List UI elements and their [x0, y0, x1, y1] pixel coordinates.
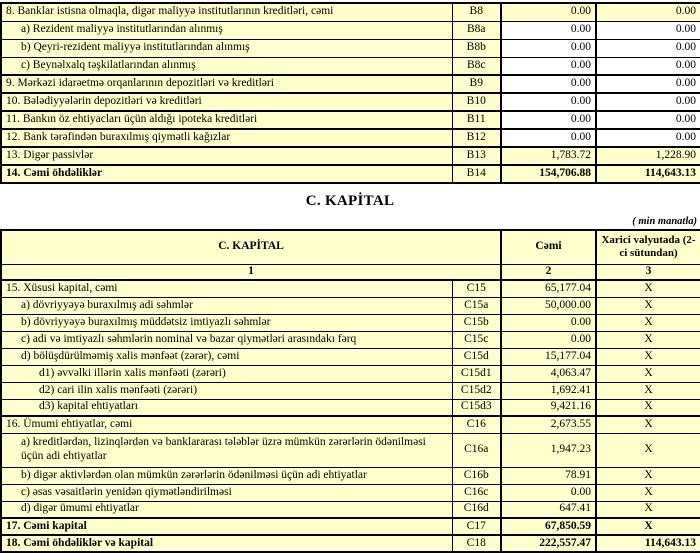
unit-note: ( min manatla): [632, 216, 697, 227]
table-row: [1, 147, 700, 165]
row-foreign-cell: X: [596, 314, 700, 331]
row-total-cell: 67,850.59: [501, 518, 596, 535]
table-row: [1, 39, 700, 57]
row-label-cell: 13. Digər passivlər: [1, 147, 452, 165]
table-row: [1, 165, 700, 183]
row-code-cell: B8a: [452, 21, 501, 39]
liabilities-table: [0, 2, 700, 184]
row-foreign-cell: X: [596, 518, 700, 535]
capital-column-numbers-row: [1, 264, 700, 280]
table-row: [1, 314, 700, 331]
row-code-cell: B14: [452, 165, 501, 183]
row-code-cell: C16b: [452, 467, 501, 484]
row-label-cell: 15. Xüsusi kapital, cəmi: [1, 280, 452, 297]
capital-section-title: C. KAPİTAL: [305, 193, 395, 209]
row-label-cell: a) dövriyyəyə buraxılmış adi səhmlər: [1, 297, 452, 314]
row-total-cell: 0.00: [501, 93, 596, 111]
table-row: [1, 518, 700, 535]
column-number-2: 2: [501, 264, 596, 280]
table-row: [1, 93, 700, 111]
capital-header-title: C. KAPİTAL: [1, 230, 501, 264]
row-code-cell: C15c: [452, 331, 501, 348]
table-row: [1, 535, 700, 552]
row-foreign-cell: X: [596, 501, 700, 518]
row-label-cell: c) əsas vəsaitlərin yenidən qiymətləndirilməsi: [1, 484, 452, 501]
row-foreign-cell: X: [596, 484, 700, 501]
row-foreign-cell: 0.00: [596, 111, 700, 129]
row-label-cell: d) bölüşdürülməmiş xalis mənfəət (zərər), cəmi: [1, 348, 452, 365]
column-number-3: 3: [596, 264, 700, 280]
table-row: [1, 399, 700, 416]
row-code-cell: B11: [452, 111, 501, 129]
row-code-cell: C15: [452, 280, 501, 297]
row-label-cell: 12. Bank tərəfindən buraxılmış qiymətli kağızlar: [1, 129, 452, 147]
row-total-cell: 0.00: [501, 75, 596, 93]
table-row: [1, 433, 700, 467]
row-code-cell: C15b: [452, 314, 501, 331]
row-total-cell: 0.00: [501, 331, 596, 348]
row-label-cell: d2) cari ilin xalis mənfəəti (zərəri): [1, 382, 452, 399]
row-label-cell: d) digər ümumi ehtiyatlar: [1, 501, 452, 518]
table-row: [1, 280, 700, 297]
row-code-cell: C16a: [452, 433, 501, 467]
table-row: [1, 21, 700, 39]
row-label-cell: b) Qeyri-rezident maliyyə institutlarından alınmış: [1, 39, 452, 57]
row-code-cell: B10: [452, 93, 501, 111]
row-code-cell: C15a: [452, 297, 501, 314]
row-total-cell: 647.41: [501, 501, 596, 518]
row-total-cell: 1,947.23: [501, 433, 596, 467]
row-total-cell: 9,421.16: [501, 399, 596, 416]
row-total-cell: 65,177.04: [501, 280, 596, 297]
table-row: [1, 3, 700, 21]
row-label-cell: c) Beynəlxalq təşkilatlarından alınmış: [1, 57, 452, 75]
row-total-cell: 0.00: [501, 21, 596, 39]
capital-table: [0, 229, 700, 553]
row-foreign-cell: X: [596, 433, 700, 467]
table-row: [1, 348, 700, 365]
row-total-cell: 1,692.41: [501, 382, 596, 399]
row-label-cell: 16. Ümumi ehtiyatlar, cəmi: [1, 416, 452, 433]
row-foreign-cell: X: [596, 280, 700, 297]
row-foreign-cell: 0.00: [596, 39, 700, 57]
row-code-cell: C17: [452, 518, 501, 535]
table-row: [1, 382, 700, 399]
row-foreign-cell: 114,643.13: [596, 535, 700, 552]
column-number-1: 1: [1, 264, 501, 280]
row-label-cell: 11. Bankın öz ehtiyacları üçün aldığı ipoteka kreditləri: [1, 111, 452, 129]
row-code-cell: B13: [452, 147, 501, 165]
row-foreign-cell: 1,228.90: [596, 147, 700, 165]
row-label-cell: 10. Bələdiyyələrin depozitləri və kreditləri: [1, 93, 452, 111]
row-label-cell: b) digər aktivlərdən olan mümkün zərərlərin ödənilməsi üçün adi ehtiyatlar: [1, 467, 452, 484]
table-row: [1, 57, 700, 75]
row-foreign-cell: X: [596, 331, 700, 348]
row-foreign-cell: X: [596, 297, 700, 314]
row-total-cell: 0.00: [501, 39, 596, 57]
row-code-cell: B12: [452, 129, 501, 147]
table-row: [1, 365, 700, 382]
row-total-cell: 0.00: [501, 314, 596, 331]
row-label-cell: d1) əvvəlki illərin xalis mənfəəti (zərəri): [1, 365, 452, 382]
table-row: [1, 75, 700, 93]
row-foreign-cell: X: [596, 399, 700, 416]
row-foreign-cell: X: [596, 348, 700, 365]
row-foreign-cell: 0.00: [596, 75, 700, 93]
capital-header-foreign: Xarici valyutada (2-ci sütundan): [596, 230, 700, 264]
row-code-cell: B9: [452, 75, 501, 93]
row-code-cell: C15d2: [452, 382, 501, 399]
table-row: [1, 111, 700, 129]
row-code-cell: C15d: [452, 348, 501, 365]
row-total-cell: 0.00: [501, 111, 596, 129]
capital-header-total: Cəmi: [501, 230, 596, 264]
table-row: [1, 484, 700, 501]
row-code-cell: B8b: [452, 39, 501, 57]
row-total-cell: 2,673.55: [501, 416, 596, 433]
row-foreign-cell: 0.00: [596, 21, 700, 39]
row-total-cell: 0.00: [501, 57, 596, 75]
row-label-cell: 18. Cəmi öhdəliklər və kapital: [1, 535, 452, 552]
row-label-cell: 17. Cəmi kapital: [1, 518, 452, 535]
row-foreign-cell: X: [596, 382, 700, 399]
row-code-cell: C18: [452, 535, 501, 552]
row-code-cell: C15d1: [452, 365, 501, 382]
row-total-cell: 154,706.88: [501, 165, 596, 183]
table-row: [1, 416, 700, 433]
row-total-cell: 78.91: [501, 467, 596, 484]
table-row: [1, 331, 700, 348]
row-code-cell: C16: [452, 416, 501, 433]
row-foreign-cell: X: [596, 365, 700, 382]
liabilities-table-body: [1, 3, 700, 183]
row-label-cell: a) Rezident maliyyə institutlarından alınmış: [1, 21, 452, 39]
row-total-cell: 222,557.47: [501, 535, 596, 552]
row-code-cell: C16c: [452, 484, 501, 501]
capital-table-body: [1, 230, 700, 552]
row-total-cell: 50,000.00: [501, 297, 596, 314]
table-row: [1, 129, 700, 147]
row-code-cell: B8c: [452, 57, 501, 75]
row-total-cell: 15,177.04: [501, 348, 596, 365]
row-foreign-cell: X: [596, 467, 700, 484]
row-foreign-cell: 0.00: [596, 93, 700, 111]
row-foreign-cell: 0.00: [596, 129, 700, 147]
row-foreign-cell: 0.00: [596, 3, 700, 21]
row-label-cell: 8. Banklar istisna olmaqla, digər maliyyə institutlarının kreditləri, cəmi: [1, 3, 452, 21]
row-foreign-cell: 0.00: [596, 57, 700, 75]
row-code-cell: C16d: [452, 501, 501, 518]
row-total-cell: 0.00: [501, 129, 596, 147]
row-total-cell: 1,783.72: [501, 147, 596, 165]
row-code-cell: C15d3: [452, 399, 501, 416]
row-label-cell: 9. Mərkəzi idarəetmə orqanlarının depozitləri və kreditləri: [1, 75, 452, 93]
row-foreign-cell: 114,643.13: [596, 165, 700, 183]
row-label-cell: 14. Cəmi öhdəliklər: [1, 165, 452, 183]
table-row: [1, 501, 700, 518]
row-label-cell: d3) kapital ehtiyatları: [1, 399, 452, 416]
table-row: [1, 467, 700, 484]
row-total-cell: 0.00: [501, 3, 596, 21]
row-code-cell: B8: [452, 3, 501, 21]
row-total-cell: 4,063.47: [501, 365, 596, 382]
row-label-cell: c) adi və imtiyazlı səhmlərin nominal və bazar qiymətləri arasındakı fərq: [1, 331, 452, 348]
row-total-cell: 0.00: [501, 484, 596, 501]
row-label-cell: a) kreditlərdən, lizinqlərdən və banklararası tələblər üzrə mümkün zərərlərin ödənilməsi üçün adi ehtiyatlar: [1, 433, 452, 467]
table-row: [1, 297, 700, 314]
row-foreign-cell: X: [596, 416, 700, 433]
capital-header-row: [1, 230, 700, 264]
row-label-cell: b) dövriyyəyə buraxılmış müddətsiz imtiyazlı səhmlər: [1, 314, 452, 331]
